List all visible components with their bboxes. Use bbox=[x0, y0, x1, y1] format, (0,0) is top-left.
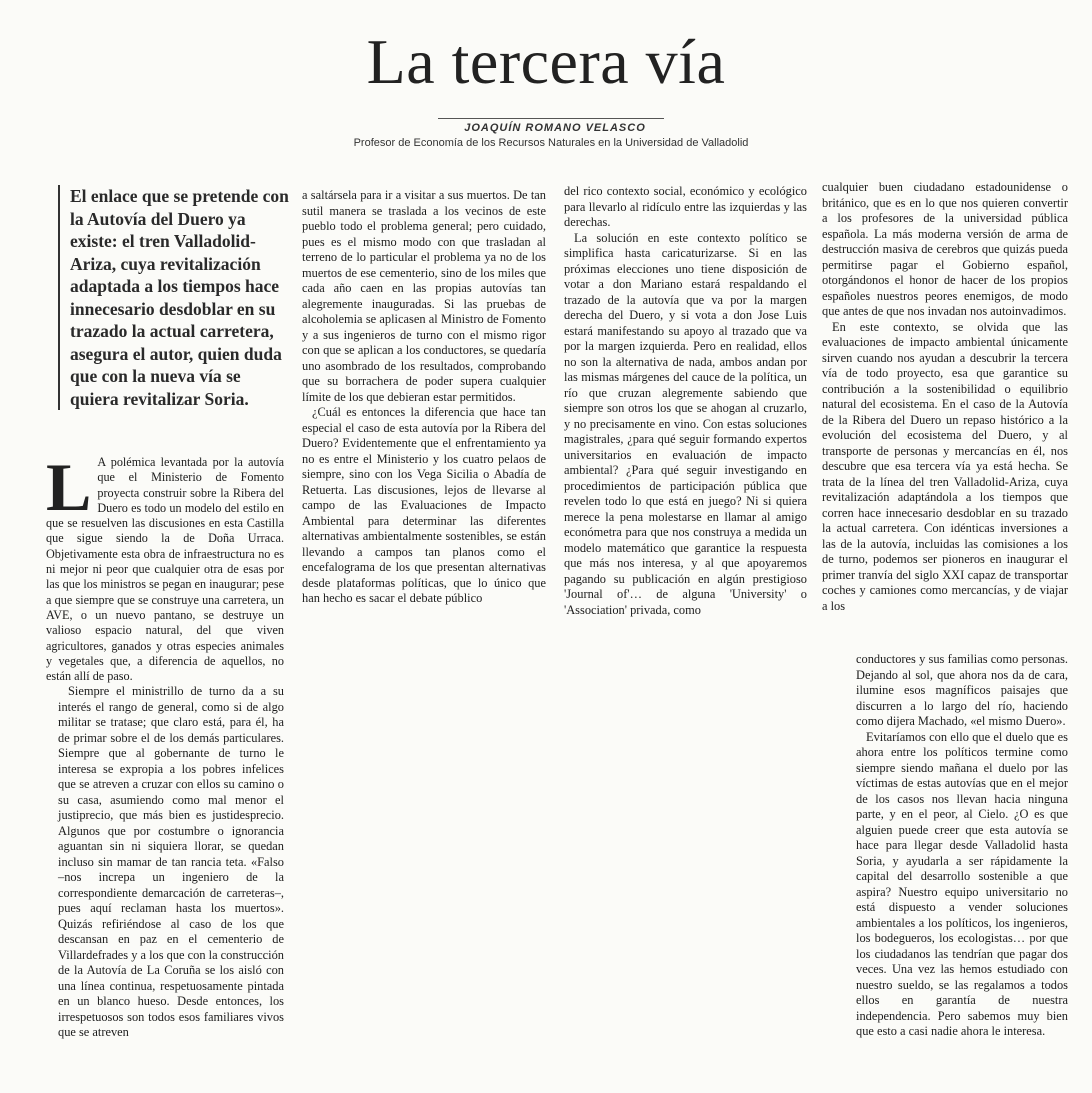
column-1-paragraph-2: Siempre el ministrillo de turno da a su interés el rango de general, como si de algo militar se tratase; que claro está, para él, ha de primar sobre el de los demás particulares. Siempre que al gobernante de turno le interesa se expropia a los pobres infelices que se atreven a cruzar con ellos su camino o su casa, asumiendo como mal menor el justiprecio, que más bien es justidesprecio. Algunos que por costumbre o ignorancia aguantan sin ni siquiera llorar, se quedan incluso sin mamar de tan rancia teta. «Falso –nos increpa un ingeniero de la correspondiente demarcación de carreteras–, pues aquí reclaman hasta los muertos». Quizás refiriéndose al caso de los que descansan en paz en el cementerio de Villardefrades y a los que con la construcción de la Autovía de La Coruña se los aisló con una línea continua, respetuosamente pintada en un blanco hueso. Desde entonces, los irrespetuosos son todos esos familiares vivos que se atreven bbox=[58, 684, 284, 1040]
column-1-paragraph-1-text: A polémica levantada por la autovía que el Ministerio de Fomento proyecta construir sobre la Ribera del Duero es todo un modelo del estilo en que se resuelven las discusiones en esta Castilla que sigue siendo la de Doña Urraca. Objetivamente esta obra de infraestructura no es ni mejor ni peor que cualquier otra de esas por las que los ministros se pegan en inaugurar; pese a que siempre que se construye una carretera, un AVE, o un nuevo pantano, se destruye un valioso espacio natural, del que viven agricultores, ganados y otras especies animales y vegetales que, a diferencia de aquellos, no están allí de paso. bbox=[46, 455, 284, 684]
column-2-paragraph-2: ¿Cuál es entonces la diferencia que hace tan especial el caso de esta autovía por la Ribera del Duero? Evidentemente que el enfrentamiento ya no es entre el Ministerio y los cuatro pelaos de siempre, sino con los Vega Sicilia o Abadía de Retuerta. Las discusiones, lejos de llevarse al campo de las Evaluaciones de Impacto Ambiental para determinar las diferentes alternativas ambientalmente sostenibles, se están llevando a campos tan planos como el encefalograma de los que presentan alternativas desde plataformas políticas, que lo único que han hecho es sacar el debate público bbox=[302, 405, 546, 605]
column-5-paragraph-2: Evitaríamos con ello que el duelo que es ahora entre los políticos termine como siempre siendo mañana el duelo por las víctimas de estas autovías que en el mejor de los casos nos llevan hacia ninguna parte, y en el peor, al Cielo. ¿O es que alguien puede creer que esta autovía se hace para llegar desde Valladolid hasta Soria, y ayudarla a ser rápidamente la capital del desarrollo sostenible a que aspira? Nuestro equipo universitario no está dispuesto a vender soluciones ambientales a los políticos, los ingenieros, los bodegueros, los ecologistas… por que los ciudadanos las tendrían que pagar dos veces. Una vez las hemos estudiado con nuestro sueldo, se las regalamos a todos ellos en garantía de nuestra independencia. Pero sabemos muy bien que esto a casi nadie ahora le interesa. bbox=[856, 729, 1068, 1038]
column-4 bbox=[822, 180, 1068, 644]
column-5-paragraph-1: conductores y sus familias como personas. Dejando al sol, que ahora nos da de cara, ilumine esos magníficos paisajes que discurren a lo largo del río, haciendo como dijera Machado, «el mismo Duero». bbox=[856, 652, 1068, 728]
column-3-paragraph-2: La solución en este contexto político se simplifica hasta caricaturizarse. Si en las próximas elecciones uno tiene disposición de votar a don Mariano estará respaldando el trazado de la autovía que va por la margen derecha del Duero, y si vota a don Jose Luis estará manifestando su apoyo al trazado que va por la margen izquierda. Pero en realidad, ellos no son la alternativa de nada, ambos andan por las mismas márgenes del cauce de la política, un río que cruzan alegremente sabiendo que siempre son otros los que se ahogan al cruzarlo, y no precisamente en vino. Con estas soluciones magistrales, ¿para qué seguir formando expertos universitarios en evaluación de impacto ambiental? ¿Para qué seguir investigando en procedimientos de participación pública que revelen todo lo que está en juego? Ni si quiera merece la pena molestarse en llamar al amigo económetra para que nos construya a medida un modelo matemático que garantice la respuesta que más nos interesa, y al que apoyaremos pagando su publicación en algún prestigioso 'Journal of'… de alguna 'University' o 'Association' privada, como bbox=[564, 230, 807, 617]
author-name: JOAQUÍN ROMANO VELASCO bbox=[464, 122, 646, 134]
article-title: La tercera vía bbox=[366, 26, 726, 97]
column-4-paragraph-2: En este contexto, se olvida que las evaluaciones de impacto ambiental únicamente sirven cuando nos ayudan a descubrir la tercera vía de todo proyecto, esa que garantice su contribución a la sostenibilidad o equilibrio natural del ecosistema. En el caso de la Autovía de la Ribera del Duero un repaso histórico a la evolución del ecosistema del Duero, y al transporte de personas y mercancías en él, nos descubre que esa tercera vía ya está hecha. Se trata de la línea del tren Valladolid-Ariza, cuya revitalización adaptándola a los tiempos que corren hace innecesario desdoblar en su trazado la actual carretera. Con idénticas inversiones a las de la autovía, incluidas las comisiones a los de turno, podemos ser pioneros en inaugurar el primer tranvía del siglo XXI capaz de transportar coches y camiones como mercancías, y de viajar a los bbox=[822, 319, 1068, 613]
column-3-paragraph-1: del rico contexto social, económico y ecológico para llevarlo al ridículo entre las izquierdas y las derechas. bbox=[564, 184, 807, 229]
byline-rule bbox=[438, 118, 664, 119]
author-affiliation: Profesor de Economía de los Recursos Naturales en la Universidad de Valladolid bbox=[353, 137, 749, 149]
column-2 bbox=[302, 188, 546, 632]
drop-cap: L bbox=[46, 455, 92, 525]
column-1 bbox=[46, 455, 284, 1067]
column-2-paragraph-1: a saltársela para ir a visitar a sus muertos. De tan sutil manera se traslada a los vecinos de este pueblo todo el problema general; pero cuidado, pues es el mismo modo con que trasladan al terreno de lo particular el problema ya no de los muertos de ese cementerio, sino de los miles que cada año caen en las propias autovías tan alegremente inauguradas. Si las pruebas de alcoholemia se aplicasen al Ministro de Fomento y a sus ingenieros de turno con el mismo rigor con que se aplican a los conductores, se quedaría uno asombrado de los resultados, comprobando que su borrachera de poder supera cualquier límite de los que debieran estar permitidos. bbox=[302, 188, 546, 404]
column-4-paragraph-1: cualquier buen ciudadano estadounidense o británico, que es en lo que nos quieren convertir a los profesores de la universidad pública española. La más moderna versión de arma de destrucción masiva de cerebros que quizás pueda permitirse pagar el Gobierno español, otorgándonos el honor de hacer de los propios españoles nuestros peores enemigos, de modo que antes de que nos invadan nos autoinvadimos. bbox=[822, 180, 1068, 318]
column-1-paragraph-1 bbox=[46, 455, 284, 684]
lead-paragraph: El enlace que se pretende con la Autovía del Duero ya existe: el tren Valladolid-Ariza, cuya revitalización adaptada a los tiempos hace innecesario desdoblar en su trazado la actual carretera, asegura el autor, quien duda que con la nueva vía se quiera revitalizar Soria. bbox=[58, 185, 292, 410]
column-3 bbox=[564, 184, 807, 632]
column-5 bbox=[856, 652, 1068, 1062]
